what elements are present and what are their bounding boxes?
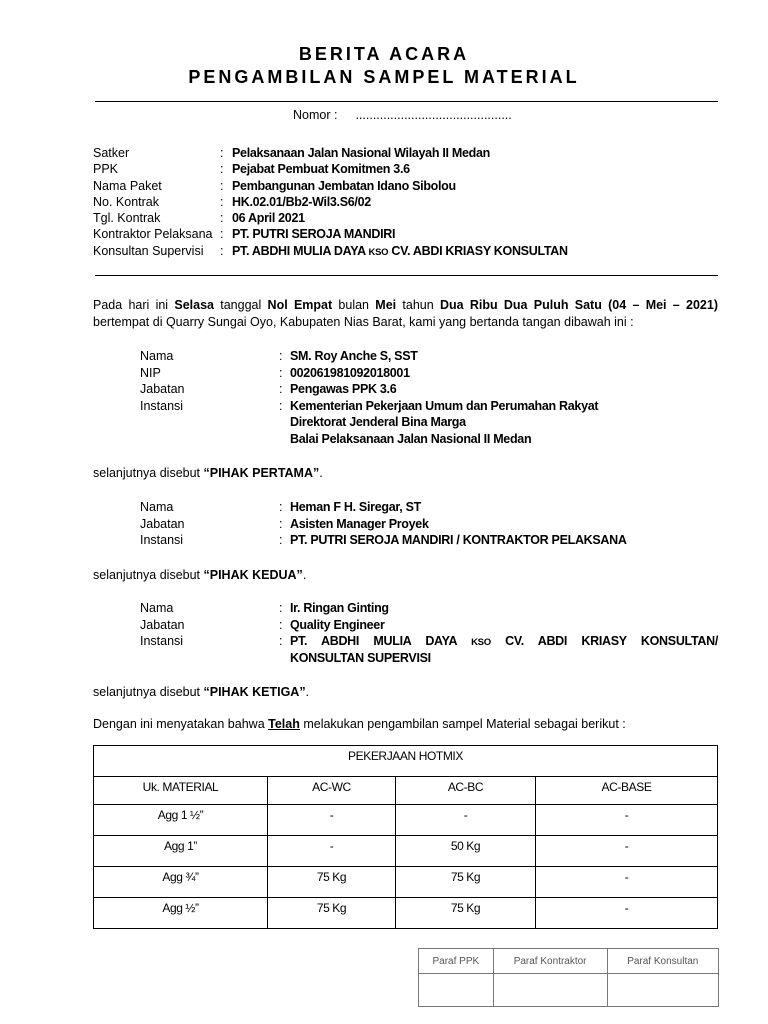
table-row: Agg ½” 75 Kg 75 Kg -	[94, 898, 718, 929]
material-table	[93, 745, 718, 929]
table-row: Agg 1 ½” - - -	[94, 805, 718, 836]
nomor-label: Nomor :	[293, 108, 338, 122]
intro-line-2: bertempat di Quarry Sungai Oyo, Kabupaten Nias Barat, kami yang bertanda tangan dibawah ini :	[93, 315, 634, 329]
info-rule	[95, 275, 718, 276]
intro-paragraph	[93, 297, 718, 331]
statement-line: Dengan ini menyatakan bahwa Telah melakukan pengambilan sampel Material sebagai berikut :	[93, 717, 626, 731]
nomor-value: .............................................	[355, 108, 512, 122]
table-caption: PEKERJAAN HOTMIX	[94, 746, 718, 777]
intro-line-1: Pada hari ini Selasa tanggal Nol Empat bulan Mei tahun Dua Ribu Dua Puluh Satu (04 – Mei – 2021)	[93, 298, 718, 312]
title-line-1: BERITA ACARA	[298, 44, 470, 64]
paraf-kontraktor-field[interactable]	[493, 974, 607, 1007]
pihak-ketiga-line: selanjutnya disebut “PIHAK KETIGA”.	[93, 685, 310, 699]
paraf-kontraktor-label: Paraf Kontraktor	[493, 949, 607, 974]
paraf-konsultan-label: Paraf Konsultan	[607, 949, 718, 974]
paraf-konsultan-field[interactable]	[607, 974, 718, 1007]
nomor-line	[293, 108, 512, 122]
pihak-pertama-line: selanjutnya disebut “PIHAK PERTAMA”.	[93, 466, 323, 480]
table-row: Agg 1” - 50 Kg -	[94, 836, 718, 867]
table-header: AC-BC	[396, 777, 536, 805]
table-header: Uk. MATERIAL	[94, 777, 268, 805]
title-line-2: PENGAMBILAN SAMPEL MATERIAL	[188, 67, 580, 87]
paraf-ppk-field[interactable]	[419, 974, 494, 1007]
table-header: AC-WC	[268, 777, 396, 805]
document-page: BERITA ACARA PENGAMBILAN SAMPEL MATERIAL Nomor : ............................................. Satker : Pelaksanaan Jalan Nasional Wilayah II Medan PPK : Pejabat Pembuat Komitmen 3.6 Nama Paket : Pembangunan Jembatan Idano Sibolou No. Kontrak : HK.02.01/Bb2-Wil3.S6/02 Tgl. Kontrak : 06 April 2021 Kontraktor Pelaksana : PT. PUTRI SEROJA MANDIRI Konsultan Supervisi : PT. ABDHI MULIA DAYA KSO CV. ABDI KRIASY KONSULTAN Pada hari ini Selasa tanggal Nol Empat bulan Mei tahun Dua Ribu Dua Puluh Satu (04 – Mei – 2021) bertempat di Quarry Sungai Oyo, Kabupaten Nias Barat, kami yang bertanda tangan dibawah ini : Nama : SM. Roy Anche S, SST NIP : 002061981092018001 Jabatan : Pengawas PPK 3.6 Instansi : Kementerian Pekerjaan Umum dan Perumahan Rakyat Direktorat Jenderal Bina Marga Balai Pelaksanaan Jalan Nasional II Medan selanjutnya disebut “PIHAK PERTAMA”. Nama : Heman F H. Siregar, ST Jabatan : Asisten Manager Proyek Instansi : PT. PUTRI SEROJA MANDIRI / KONTRAKTOR PELAKSANA selanjutnya disebut “PIHAK KEDUA”. Nama : Ir. Ringan Ginting Jabatan : Quality Engineer Instansi : PT. ABDHI MULIA DAYA KSO CV. ABDI KRIASY KONSULTAN/ KONSULTAN SUPERVISI selanjutnya disebut “PIHAK KETIGA”. Dengan ini menyatakan bahwa Telah melakukan pengambilan sampel Material sebagai berikut : PEKERJAAN HOTMIX Uk. MATERIAL AC-WC AC-BC AC-BASE Agg 1 ½” - - - Agg 1” - 50 Kg - Agg ¾” 75 Kg 75 Kg - Agg ½” 75 Kg 75 Kg - Paraf PPK Paraf Kontraktor Paraf Konsultan	[0, 0, 768, 1024]
table-row: Agg ¾” 75 Kg 75 Kg -	[94, 867, 718, 898]
header-rule	[95, 101, 718, 102]
pihak-kedua-line: selanjutnya disebut “PIHAK KEDUA”.	[93, 568, 307, 582]
table-header: AC-BASE	[536, 777, 718, 805]
paraf-ppk-label: Paraf PPK	[419, 949, 494, 974]
paraf-box	[418, 948, 719, 1007]
